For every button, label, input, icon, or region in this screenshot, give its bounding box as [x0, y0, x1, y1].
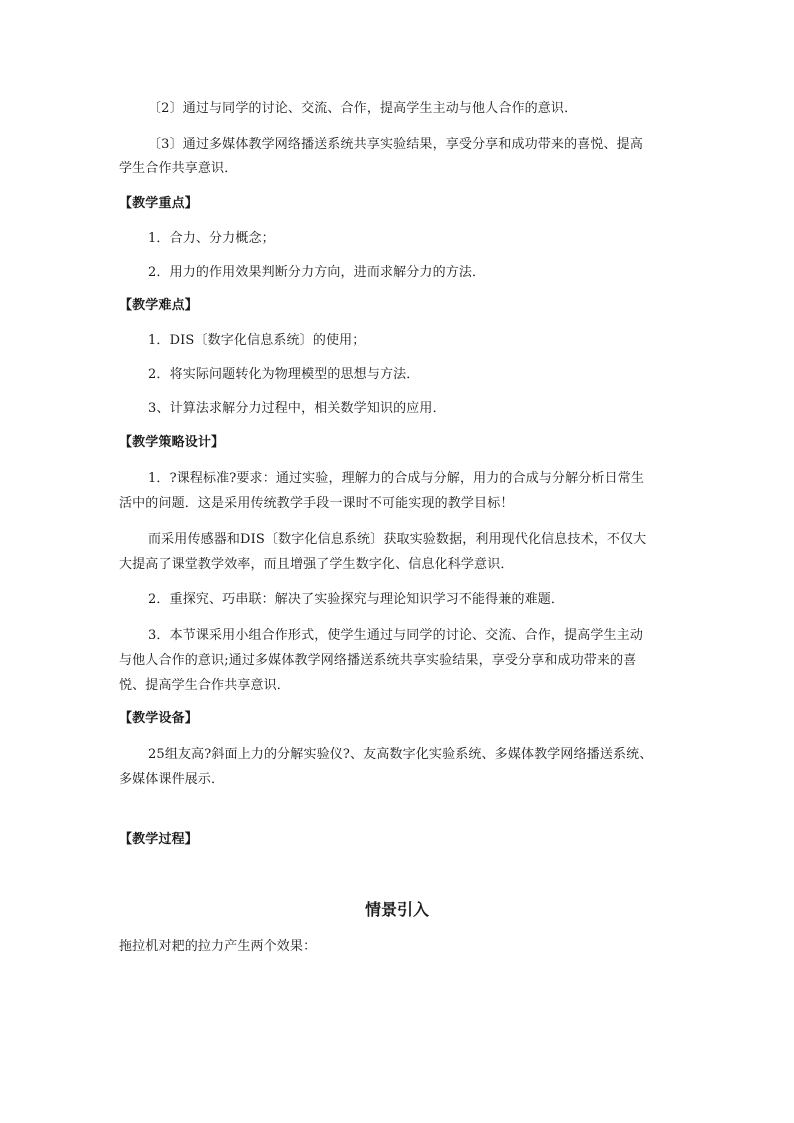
key-point-2: 2．用力的作用效果判断分力方向，进而求解分力的方法．	[148, 265, 486, 280]
strategy-p4-line-2: 与他人合作的意识;通过多媒体教学网络播送系统共享实验结果，享受分享和成功带来的喜	[119, 653, 637, 668]
difficulty-3: 3、计算法求解分力过程中，相关数学知识的应用．	[148, 401, 446, 416]
equipment-line-2: 多媒体课件展示．	[119, 772, 225, 787]
strategy-p1-line-1: 1．?课程标准?要求：通过实验，理解力的合成与分解，用力的合成与分解分析日常生	[148, 471, 645, 486]
scene-text: 拖拉机对耙的拉力产生两个效果：	[119, 939, 317, 954]
objective-3-line-2: 学生合作共享意识．	[119, 161, 238, 176]
heading-strategy: 【教学策略设计】	[119, 435, 225, 450]
strategy-p4-line-1: 3．本节课采用小组合作形式，使学生通过与同学的讨论、交流、合作，提高学生主动	[148, 628, 643, 643]
strategy-p2-line-2: 大提高了课堂教学效率，而且增强了学生数字化、信息化科学意识．	[119, 557, 514, 572]
objective-2: 〔2〕通过与同学的讨论、交流、合作，提高学生主动与他人合作的意识．	[148, 101, 578, 116]
strategy-p2-line-1: 而采用传感器和DIS〔数字化信息系统〕获取实验数据，利用现代化信息技术，不仅大	[148, 532, 647, 547]
strategy-p4-line-3: 悦、提高学生合作共享意识．	[119, 678, 290, 693]
heading-equipment: 【教学设备】	[119, 711, 198, 726]
difficulty-2: 2．将实际问题转化为物理模型的思想与方法．	[148, 367, 420, 382]
heading-process: 【教学过程】	[119, 832, 198, 847]
heading-difficulties: 【教学难点】	[119, 298, 198, 313]
strategy-p3: 2．重探究、巧串联：解决了实验探究与理论知识学习不能得兼的难题．	[148, 592, 565, 607]
heading-key-points: 【教学重点】	[119, 196, 198, 211]
key-point-1: 1．合力、分力概念；	[148, 231, 275, 246]
strategy-p1-line-2: 活中的问题．这是采用传统教学手段一课时不可能实现的教学目标！	[119, 496, 514, 511]
difficulty-1: 1．DIS〔数字化信息系统〕的使用；	[148, 333, 366, 348]
scene-title: 情景引入	[364, 900, 429, 919]
equipment-line-1: 25组友高?斜面上力的分解实验仪?、友高数字化实验系统、多媒体教学网络播送系统、	[148, 747, 653, 762]
objective-3-line-1: 〔3〕通过多媒体教学网络播送系统共享实验结果，享受分享和成功带来的喜悦、提高	[148, 137, 643, 152]
